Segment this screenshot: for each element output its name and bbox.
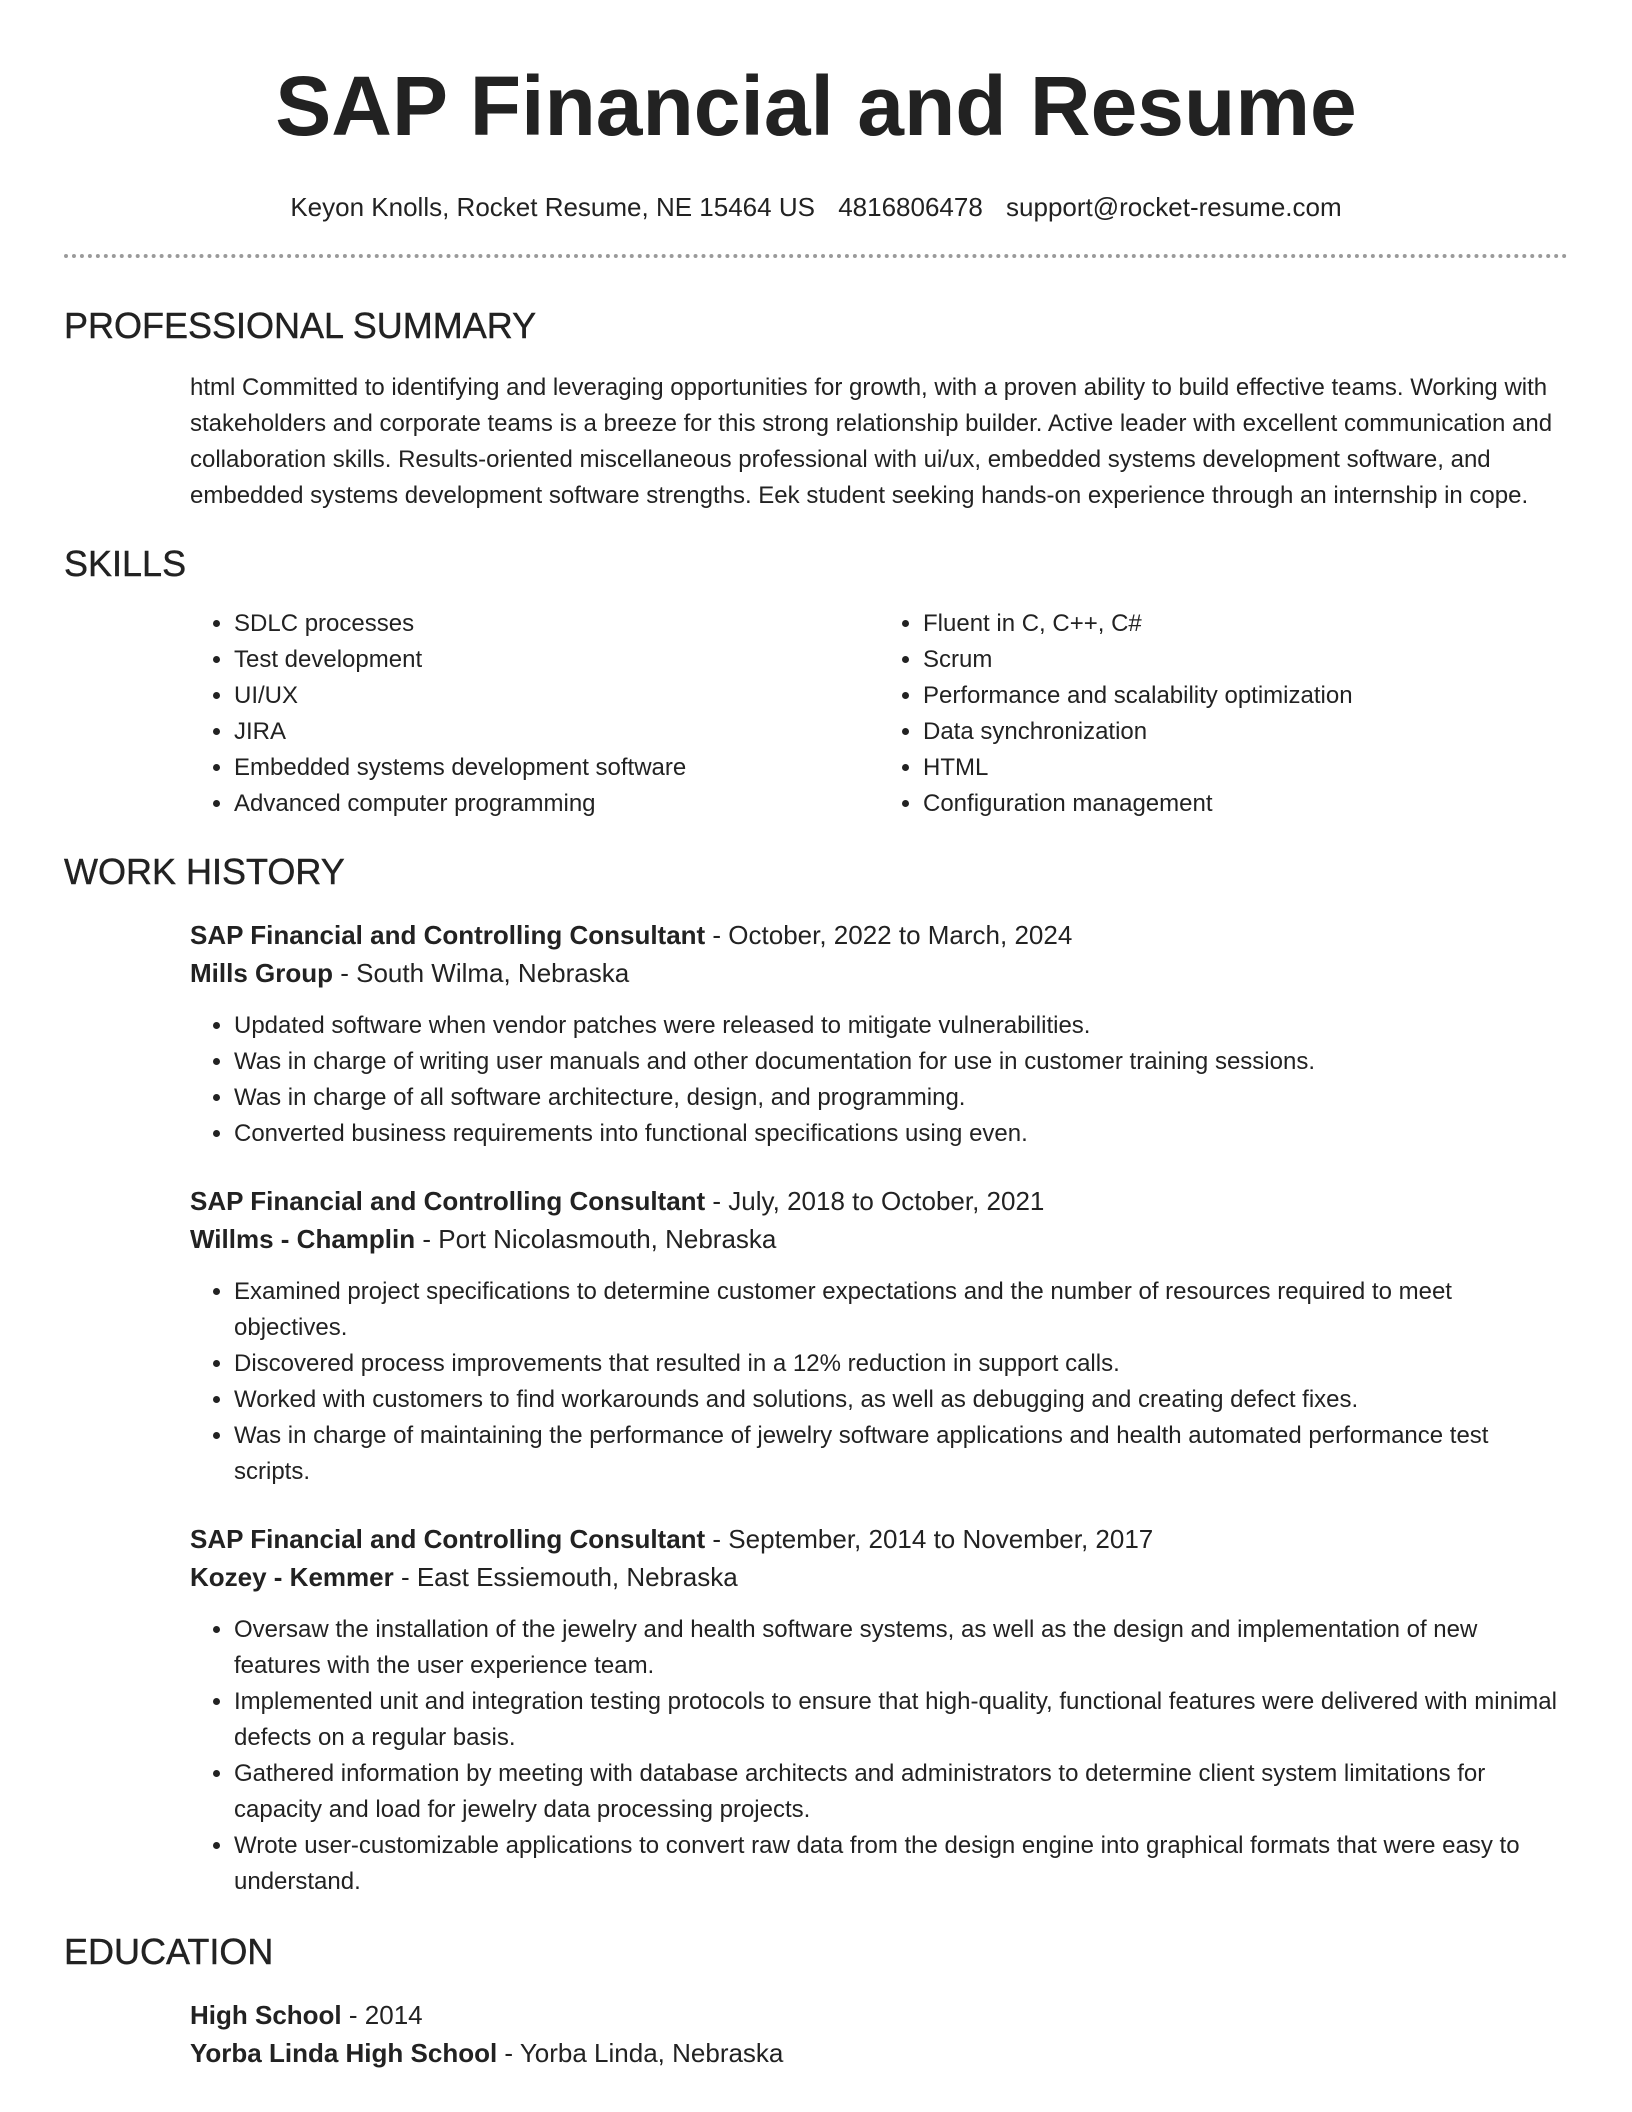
- summary-section: [64, 304, 1568, 514]
- section-title-skills: SKILLS: [64, 543, 187, 584]
- job-entry: [190, 1182, 1568, 1490]
- education-year: - 2014: [341, 2000, 423, 2030]
- education-entry: [190, 1996, 1568, 2072]
- skill-item: • SDLC processes: [234, 606, 879, 642]
- section-title-summary: PROFESSIONAL SUMMARY: [64, 305, 537, 346]
- job-bullets: [190, 1008, 1568, 1152]
- skill-item: • Fluent in C, C++, C#: [923, 606, 1568, 642]
- skills-list-right: [879, 606, 1568, 822]
- job-title-line: [190, 1520, 1568, 1558]
- resume-name: SAP Financial and Resume: [275, 59, 1357, 153]
- job-company: Willms - Champlin: [190, 1224, 416, 1254]
- skill-item: • Embedded systems development software: [234, 750, 879, 786]
- contact-line: [64, 190, 1568, 224]
- job-location: - South Wilma, Nebraska: [333, 958, 630, 988]
- skills-columns: [190, 606, 1568, 822]
- skills-list-left: [190, 606, 879, 822]
- job-bullets: [190, 1274, 1568, 1490]
- skills-section: [64, 542, 1568, 822]
- education-school-line: [190, 2034, 1568, 2072]
- work-section: [64, 850, 1568, 1900]
- job-company-line: [190, 1220, 1568, 1258]
- job-entry: [190, 916, 1568, 1152]
- job-location: - East Essiemouth, Nebraska: [393, 1562, 738, 1592]
- contact-phone: 4816806478: [838, 192, 983, 222]
- job-company: Kozey - Kemmer: [190, 1562, 394, 1592]
- education-location: - Yorba Linda, Nebraska: [497, 2038, 784, 2068]
- job-bullet: • Wrote user-customizable applications to convert raw data from the design engine into graphical formats that were easy to understand.: [234, 1828, 1568, 1900]
- section-title-work: WORK HISTORY: [64, 851, 345, 892]
- job-company-line: [190, 954, 1568, 992]
- contact-email: support@rocket-resume.com: [1006, 192, 1342, 222]
- job-title: SAP Financial and Controlling Consultant: [190, 1186, 706, 1216]
- job-bullet: • Converted business requirements into functional specifications using even.: [234, 1116, 1568, 1152]
- job-bullets: [190, 1612, 1568, 1900]
- contact-address: Keyon Knolls, Rocket Resume, NE 15464 US: [290, 192, 815, 222]
- education-degree-line: [190, 1996, 1568, 2034]
- skill-item: • Data synchronization: [923, 714, 1568, 750]
- education-degree: High School: [190, 2000, 342, 2030]
- skill-item: • Advanced computer programming: [234, 786, 879, 822]
- job-title-line: [190, 1182, 1568, 1220]
- job-dates: - September, 2014 to November, 2017: [705, 1524, 1154, 1554]
- job-company: Mills Group: [190, 958, 333, 988]
- education-section: [64, 1930, 1568, 2072]
- section-title-education: EDUCATION: [64, 1931, 274, 1972]
- job-title: SAP Financial and Controlling Consultant: [190, 920, 706, 950]
- job-bullet: • Was in charge of writing user manuals and other documentation for use in customer training sessions.: [234, 1044, 1568, 1080]
- skill-item: • HTML: [923, 750, 1568, 786]
- resume-page: [64, 0, 1568, 2072]
- job-dates: - October, 2022 to March, 2024: [705, 920, 1073, 950]
- job-bullet: • Worked with customers to find workarounds and solutions, as well as debugging and creating defect fixes.: [234, 1382, 1568, 1418]
- job-bullet: • Was in charge of all software architecture, design, and programming.: [234, 1080, 1568, 1116]
- skill-item: • JIRA: [234, 714, 879, 750]
- job-company-line: [190, 1558, 1568, 1596]
- job-title: SAP Financial and Controlling Consultant: [190, 1524, 706, 1554]
- skill-item: • Performance and scalability optimization: [923, 678, 1568, 714]
- job-title-line: [190, 916, 1568, 954]
- skill-item: • Scrum: [923, 642, 1568, 678]
- skill-item: • Configuration management: [923, 786, 1568, 822]
- job-location: - Port Nicolasmouth, Nebraska: [415, 1224, 777, 1254]
- job-dates: - July, 2018 to October, 2021: [705, 1186, 1045, 1216]
- job-bullet: • Updated software when vendor patches were released to mitigate vulnerabilities.: [234, 1008, 1568, 1044]
- job-bullet: • Discovered process improvements that resulted in a 12% reduction in support calls.: [234, 1346, 1568, 1382]
- education-school: Yorba Linda High School: [190, 2038, 498, 2068]
- job-entry: [190, 1520, 1568, 1900]
- job-bullet: • Examined project specifications to determine customer expectations and the number of resources required to meet objectives.: [234, 1274, 1568, 1346]
- header-divider: [64, 254, 1568, 258]
- skill-item: • Test development: [234, 642, 879, 678]
- summary-text: html Committed to identifying and leveraging opportunities for growth, with a proven ability to build effective teams. Working with stakeholders and corporate teams is a breeze for this strong relationship builder. Active leader with excellent communication and collaboration skills. Results-oriented miscellaneous professional with ui/ux, embedded systems development software, and embedded systems development software strengths. Eek student seeking hands-on experience through an internship in cope.: [190, 374, 1553, 509]
- skill-item: • UI/UX: [234, 678, 879, 714]
- job-bullet: • Was in charge of maintaining the performance of jewelry software applications and health automated performance test scripts.: [234, 1418, 1568, 1490]
- job-bullet: • Implemented unit and integration testing protocols to ensure that high-quality, functional features were delivered with minimal defects on a regular basis.: [234, 1684, 1568, 1756]
- job-bullet: • Gathered information by meeting with database architects and administrators to determine client system limitations for capacity and load for jewelry data processing projects.: [234, 1756, 1568, 1828]
- job-bullet: • Oversaw the installation of the jewelry and health software systems, as well as the design and implementation of new features with the user experience team.: [234, 1612, 1568, 1684]
